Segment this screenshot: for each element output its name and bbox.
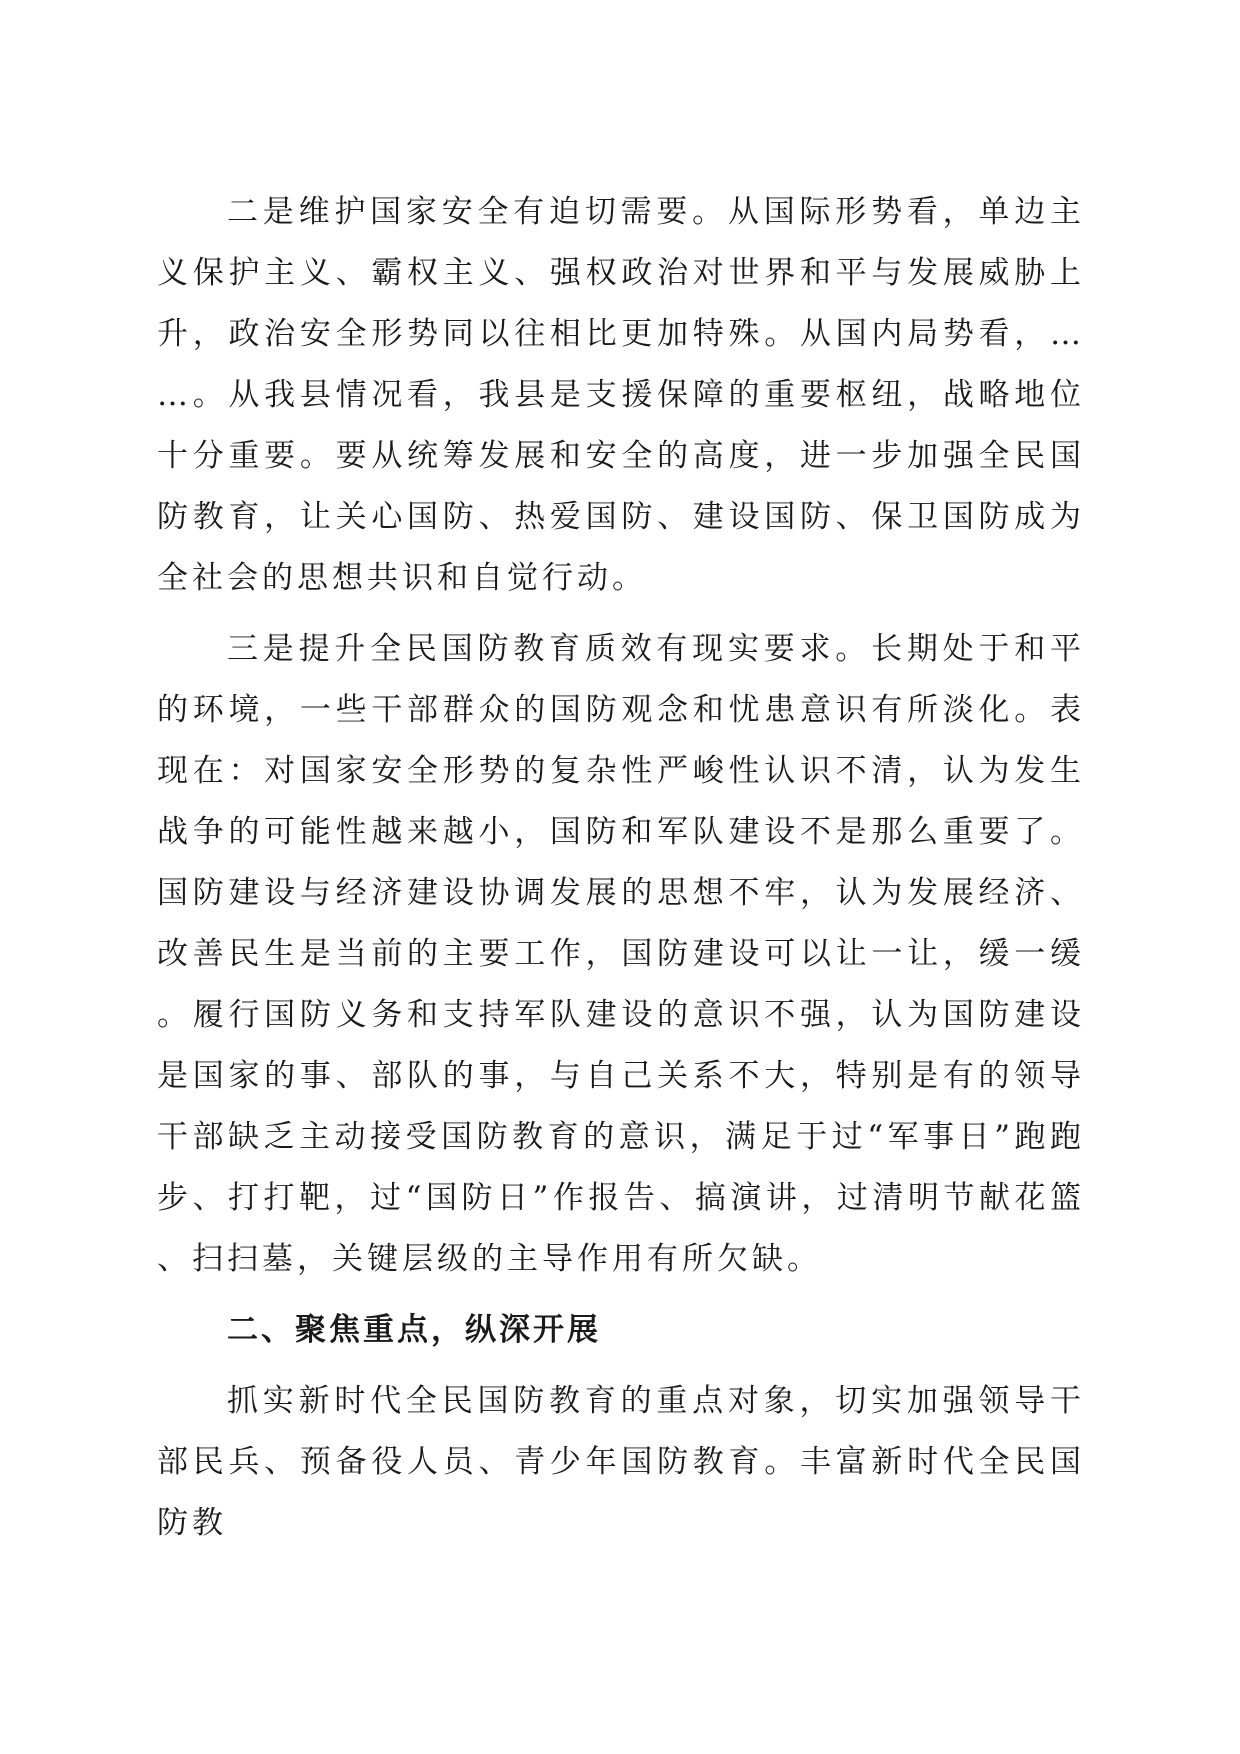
paragraph-education-quality: 三是提升全民国防教育质效有现实要求。长期处于和平的环境，一些干部群众的国防观念和忧患意识有所淡化。表现在：对国家安全形势的复杂性严峻性认识不清，认为发生战争的可能性越来越小，国防和军队建设不是那么重要了。国防建设与经济建设协调发展的思想不牢，认为发展经济、改善民生是当前的主要工作，国防建设可以让一让，缓一缓。履行国防义务和支持军队建设的意识不强，认为国防建设是国家的事、部队的事，与自己关系不大，特别是有的领导干部缺乏主动接受国防教育的意识，满足于过“军事日”跑跑步、打打靶，过“国防日”作报告、搞演讲，过清明节献花篮、扫扫墓，关键层级的主导作用有所欠缺。 (157, 631, 1085, 1277)
document-body (157, 182, 1085, 1564)
section-heading: 二、聚焦重点，纵深开展 (227, 1312, 601, 1348)
paragraph-key-targets: 抓实新时代全民国防教育的重点对象，切实加强领导干部民兵、预备役人员、青少年国防教育。丰富新时代全民国防教 (157, 1383, 1085, 1541)
paragraph-national-security: 二是维护国家安全有迫切需要。从国际形势看，单边主义保护主义、霸权主义、强权政治对世界和平与发展威胁上升，政治安全形势同以往相比更加特殊。从国内局势看，……。从我县情况看，我县是支援保障的重要枢纽，战略地位十分重要。要从统筹发展和安全的高度，进一步加强全民国防教育，让关心国防、热爱国防、建设国防、保卫国防成为全社会的思想共识和自觉行动。 (157, 194, 1085, 596)
